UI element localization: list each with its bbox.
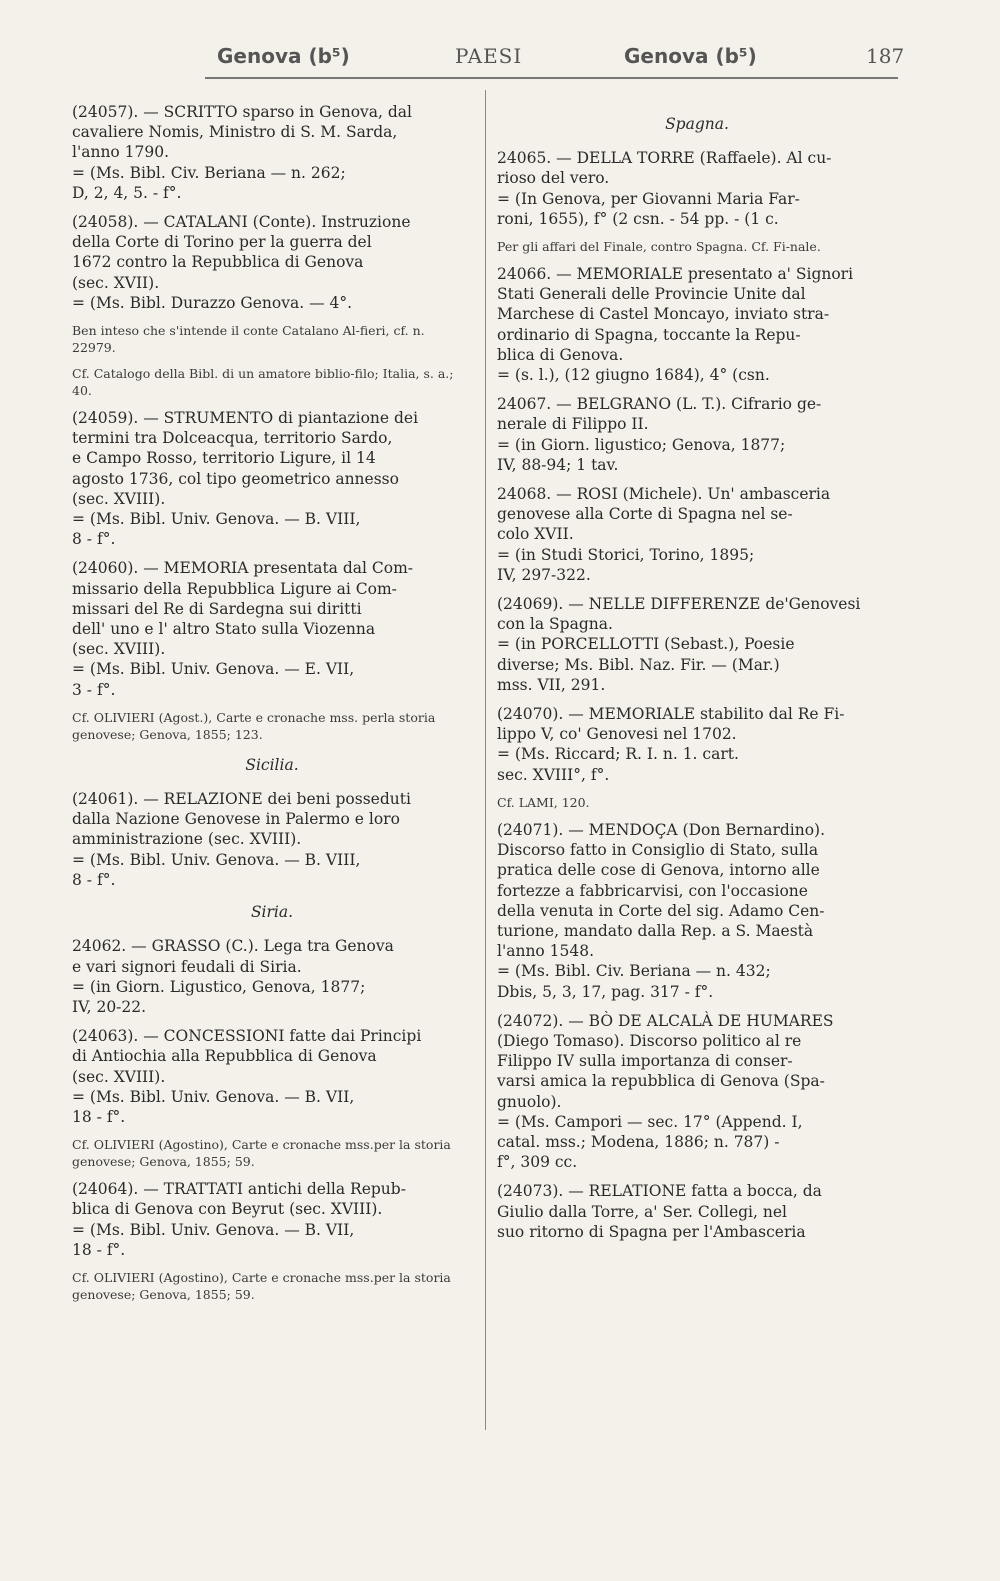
catalog-entry bbox=[72, 1179, 472, 1260]
text-line: di Antiochia alla Repubblica di Genova bbox=[72, 1047, 377, 1066]
text-line: e vari signori feudali di Siria. bbox=[72, 957, 302, 976]
catalog-entry bbox=[72, 212, 472, 313]
text-line: = (in Studi Storici, Torino, 1895; bbox=[497, 545, 755, 564]
text-line: fieri, cf. n. 22979. bbox=[72, 323, 425, 356]
text-line: (Diego Tomaso). Discorso politico al re bbox=[497, 1031, 802, 1050]
text-line: (24063). — CONCESSIONI fatte dai Principi bbox=[72, 1027, 422, 1046]
bibliographic-note bbox=[72, 1136, 472, 1170]
text-line: l'anno 1548. bbox=[497, 942, 595, 961]
text-line: = (Ms. Bibl. Univ. Genova. — B. VII, bbox=[72, 1087, 355, 1106]
text-line: termini tra Dolceacqua, territorio Sardo, bbox=[72, 429, 393, 448]
running-header bbox=[0, 44, 1000, 78]
text-line: 1672 contro la Repubblica di Genova bbox=[72, 253, 364, 272]
text-line: = (In Genova, per Giovanni Maria Far- bbox=[497, 189, 800, 208]
text-line: 18 - f°. bbox=[72, 1107, 126, 1126]
text-line: della venuta in Corte del sig. Adamo Cen- bbox=[497, 901, 825, 920]
text-line: suo ritorno di Spagna per l'Ambasceria bbox=[497, 1222, 806, 1241]
text-line: Cf. Catalogo della Bibl. di un amatore biblio- bbox=[72, 366, 355, 382]
catalog-entry bbox=[72, 102, 472, 203]
text-line: filo; Italia, s. a.; 40. bbox=[72, 366, 454, 399]
text-line: (24059). — STRUMENTO di piantazione dei bbox=[72, 409, 419, 428]
text-line: Cf. OLIVIERI (Agostino), Carte e cronache mss. bbox=[72, 1137, 374, 1153]
catalog-entry bbox=[497, 394, 897, 475]
catalog-entry bbox=[497, 594, 897, 695]
text-line: (24070). — MEMORIALE stabilito dal Re Fi- bbox=[497, 705, 845, 724]
text-line: blica di Genova con Beyrut (sec. XVIII). bbox=[72, 1200, 383, 1219]
header-center-title: PAESI bbox=[455, 44, 523, 68]
text-line: (24071). — MENDOÇA (Don Bernardino). bbox=[497, 820, 826, 839]
text-line: nale. bbox=[789, 239, 821, 255]
catalog-entry bbox=[72, 936, 472, 1017]
catalog-entry bbox=[497, 704, 897, 785]
text-line: blica di Genova. bbox=[497, 345, 624, 364]
text-line: = (in Giorn. Ligustico, Genova, 1877; bbox=[72, 977, 366, 996]
text-line: = (Ms. Bibl. Civ. Beriana — n. 262; bbox=[72, 163, 346, 182]
text-line: = (Ms. Bibl. Univ. Genova. — B. VII, bbox=[72, 1220, 355, 1239]
bibliographic-note bbox=[72, 709, 472, 743]
catalog-entry bbox=[497, 484, 897, 585]
header-left-title: Genova (b⁵) bbox=[217, 44, 350, 68]
text-line: con la Spagna. bbox=[497, 615, 613, 634]
catalog-entry bbox=[72, 789, 472, 890]
right-column bbox=[497, 102, 897, 1251]
text-line: (sec. XVIII). bbox=[72, 640, 166, 659]
text-line: catal. mss.; Modena, 1886; n. 787) - bbox=[497, 1132, 780, 1151]
text-line: la storia genovese; Genova, 1855; 123. bbox=[72, 709, 436, 742]
text-line: missario della Repubblica Ligure ai Com- bbox=[72, 579, 397, 598]
text-line: roni, 1655), f° (2 csn. - 54 pp. - (1 c. bbox=[497, 209, 779, 228]
text-line: l'anno 1790. bbox=[72, 143, 170, 162]
left-column bbox=[72, 102, 472, 1312]
text-line: IV, 20-22. bbox=[72, 997, 147, 1016]
text-line: Filippo IV sulla importanza di conser- bbox=[497, 1052, 793, 1071]
text-line: = (in PORCELLOTTI (Sebast.), Poesie bbox=[497, 635, 795, 654]
column-divider bbox=[485, 90, 486, 1430]
text-line: 24065. — DELLA TORRE (Raffaele). Al cu- bbox=[497, 149, 832, 168]
catalog-entry bbox=[497, 148, 897, 229]
text-line: (24058). — CATALANI (Conte). Instruzione bbox=[72, 213, 411, 232]
text-line: 24067. — BELGRANO (L. T.). Cifrario ge- bbox=[497, 395, 822, 414]
text-line: Cf. OLIVIERI (Agost.), Carte e cronache mss. per bbox=[72, 709, 384, 725]
text-line: pratica delle cose di Genova, intorno alle bbox=[497, 861, 820, 880]
text-line: agosto 1736, col tipo geometrico annesso bbox=[72, 469, 399, 488]
bibliographic-note bbox=[72, 322, 472, 356]
text-line: Giulio dalla Torre, a' Ser. Collegi, nel bbox=[497, 1202, 787, 1221]
text-line: Marchese di Castel Moncayo, inviato stra- bbox=[497, 305, 830, 324]
text-line: (sec. XVIII). bbox=[72, 1067, 166, 1086]
text-line: (24072). — BÒ DE ALCALÀ DE HUMARES bbox=[497, 1011, 834, 1030]
text-line: Ben inteso che s'intende il conte Catalano Al- bbox=[72, 323, 360, 339]
text-line: lippo V, co' Genovesi nel 1702. bbox=[497, 725, 737, 744]
text-line: 24068. — ROSI (Michele). Un' ambasceria bbox=[497, 485, 831, 504]
text-line: turione, mandato dalla Rep. a S. Maestà bbox=[497, 921, 814, 940]
text-line: (24073). — RELATIONE fatta a bocca, da bbox=[497, 1182, 822, 1201]
text-line: Stati Generali delle Provincie Unite dal bbox=[497, 285, 806, 304]
text-line: = (Ms. Bibl. Univ. Genova. — B. VIII, bbox=[72, 510, 361, 529]
text-line: della Corte di Torino per la guerra del bbox=[72, 233, 372, 252]
text-line: amministrazione (sec. XVIII). bbox=[72, 830, 302, 849]
text-line: sec. XVIII°, f°. bbox=[497, 765, 610, 784]
text-line: per la storia genovese; Genova, 1855; 59. bbox=[72, 1269, 451, 1302]
catalog-entry bbox=[72, 1026, 472, 1127]
text-line: 8 - f°. bbox=[72, 870, 116, 889]
text-line: missari del Re di Sardegna sui diritti bbox=[72, 599, 362, 618]
text-line: per la storia genovese; Genova, 1855; 59. bbox=[72, 1137, 451, 1170]
text-line: (sec. XVII). bbox=[72, 273, 160, 292]
text-line: Per gli affari del Finale, contro Spagna. Cf. Fi- bbox=[497, 239, 790, 255]
text-line: D, 2, 4, 5. - f°. bbox=[72, 183, 182, 202]
text-line: diverse; Ms. Bibl. Naz. Fir. — (Mar.) bbox=[497, 655, 780, 674]
text-line: = (Ms. Bibl. Civ. Beriana — n. 432; bbox=[497, 962, 771, 981]
text-line: (sec. XVIII). bbox=[72, 489, 166, 508]
text-line: fortezze a fabbricarvisi, con l'occasione bbox=[497, 881, 808, 900]
text-line: 18 - f°. bbox=[72, 1240, 126, 1259]
text-line: genovese alla Corte di Spagna nel se- bbox=[497, 505, 793, 524]
text-line: Discorso fatto in Consiglio di Stato, sulla bbox=[497, 841, 819, 860]
text-line: Cf. OLIVIERI (Agostino), Carte e cronache mss. bbox=[72, 1269, 374, 1285]
bibliographic-note bbox=[72, 365, 472, 399]
text-line: = (s. l.), (12 giugno 1684), 4° (csn. bbox=[497, 366, 770, 385]
text-line: 8 - f°. bbox=[72, 530, 116, 549]
text-line: = (in Giorn. ligustico; Genova, 1877; bbox=[497, 435, 786, 454]
text-line: gnuolo). bbox=[497, 1092, 562, 1111]
page-number: 187 bbox=[866, 44, 905, 68]
text-line: IV, 297-322. bbox=[497, 565, 591, 584]
catalog-entry bbox=[497, 264, 897, 385]
text-line: dalla Nazione Genovese in Palermo e loro bbox=[72, 810, 400, 829]
text-line: cavaliere Nomis, Ministro di S. M. Sarda, bbox=[72, 123, 398, 142]
text-line: (24064). — TRATTATI antichi della Repub- bbox=[72, 1180, 406, 1199]
text-line: Cf. LAMI, 120. bbox=[497, 794, 590, 810]
text-line: Dbis, 5, 3, 17, pag. 317 - f°. bbox=[497, 982, 714, 1001]
bibliographic-note bbox=[497, 238, 897, 255]
header-right-title: Genova (b⁵) bbox=[624, 44, 757, 68]
text-line: = (Ms. Bibl. Univ. Genova. — E. VII, bbox=[72, 660, 355, 679]
catalog-entry bbox=[72, 558, 472, 699]
section-heading: Sicilia. bbox=[245, 755, 299, 774]
text-line: (24060). — MEMORIA presentata dal Com- bbox=[72, 559, 414, 578]
text-line: IV, 88-94; 1 tav. bbox=[497, 455, 619, 474]
text-line: = (Ms. Campori — sec. 17° (Append. I, bbox=[497, 1112, 803, 1131]
section-heading: Siria. bbox=[250, 903, 294, 922]
section-heading: Spagna. bbox=[665, 115, 729, 133]
catalog-entry bbox=[72, 408, 472, 549]
text-line: = (Ms. Bibl. Univ. Genova. — B. VIII, bbox=[72, 850, 361, 869]
text-line: 24062. — GRASSO (C.). Lega tra Genova bbox=[72, 937, 394, 956]
text-line: = (Ms. Bibl. Durazzo Genova. — 4°. bbox=[72, 293, 353, 312]
text-line: colo XVII. bbox=[497, 525, 574, 544]
text-line: 3 - f°. bbox=[72, 680, 116, 699]
text-line: f°, 309 cc. bbox=[497, 1153, 578, 1172]
text-line: (24061). — RELAZIONE dei beni posseduti bbox=[72, 790, 411, 809]
catalog-entry bbox=[497, 820, 897, 1002]
text-line: = (Ms. Riccard; R. I. n. 1. cart. bbox=[497, 745, 739, 764]
text-line: (24057). — SCRITTO sparso in Genova, dal bbox=[72, 103, 413, 121]
bibliographic-note bbox=[72, 1269, 472, 1303]
text-line: nerale di Filippo II. bbox=[497, 415, 649, 434]
text-line: rioso del vero. bbox=[497, 169, 610, 188]
text-line: ordinario di Spagna, toccante la Repu- bbox=[497, 325, 801, 344]
header-rule bbox=[205, 77, 898, 79]
text-line: mss. VII, 291. bbox=[497, 675, 606, 694]
catalog-entry bbox=[497, 1181, 897, 1242]
text-line: dell' uno e l' altro Stato sulla Viozenna bbox=[72, 620, 376, 639]
text-line: (24069). — NELLE DIFFERENZE de'Genovesi bbox=[497, 595, 861, 614]
bibliographic-note bbox=[497, 794, 897, 811]
catalog-entry bbox=[497, 1011, 897, 1173]
text-line: varsi amica la repubblica di Genova (Spa- bbox=[497, 1072, 825, 1091]
text-line: 24066. — MEMORIALE presentato a' Signori bbox=[497, 265, 854, 284]
text-line: e Campo Rosso, territorio Ligure, il 14 bbox=[72, 449, 376, 468]
